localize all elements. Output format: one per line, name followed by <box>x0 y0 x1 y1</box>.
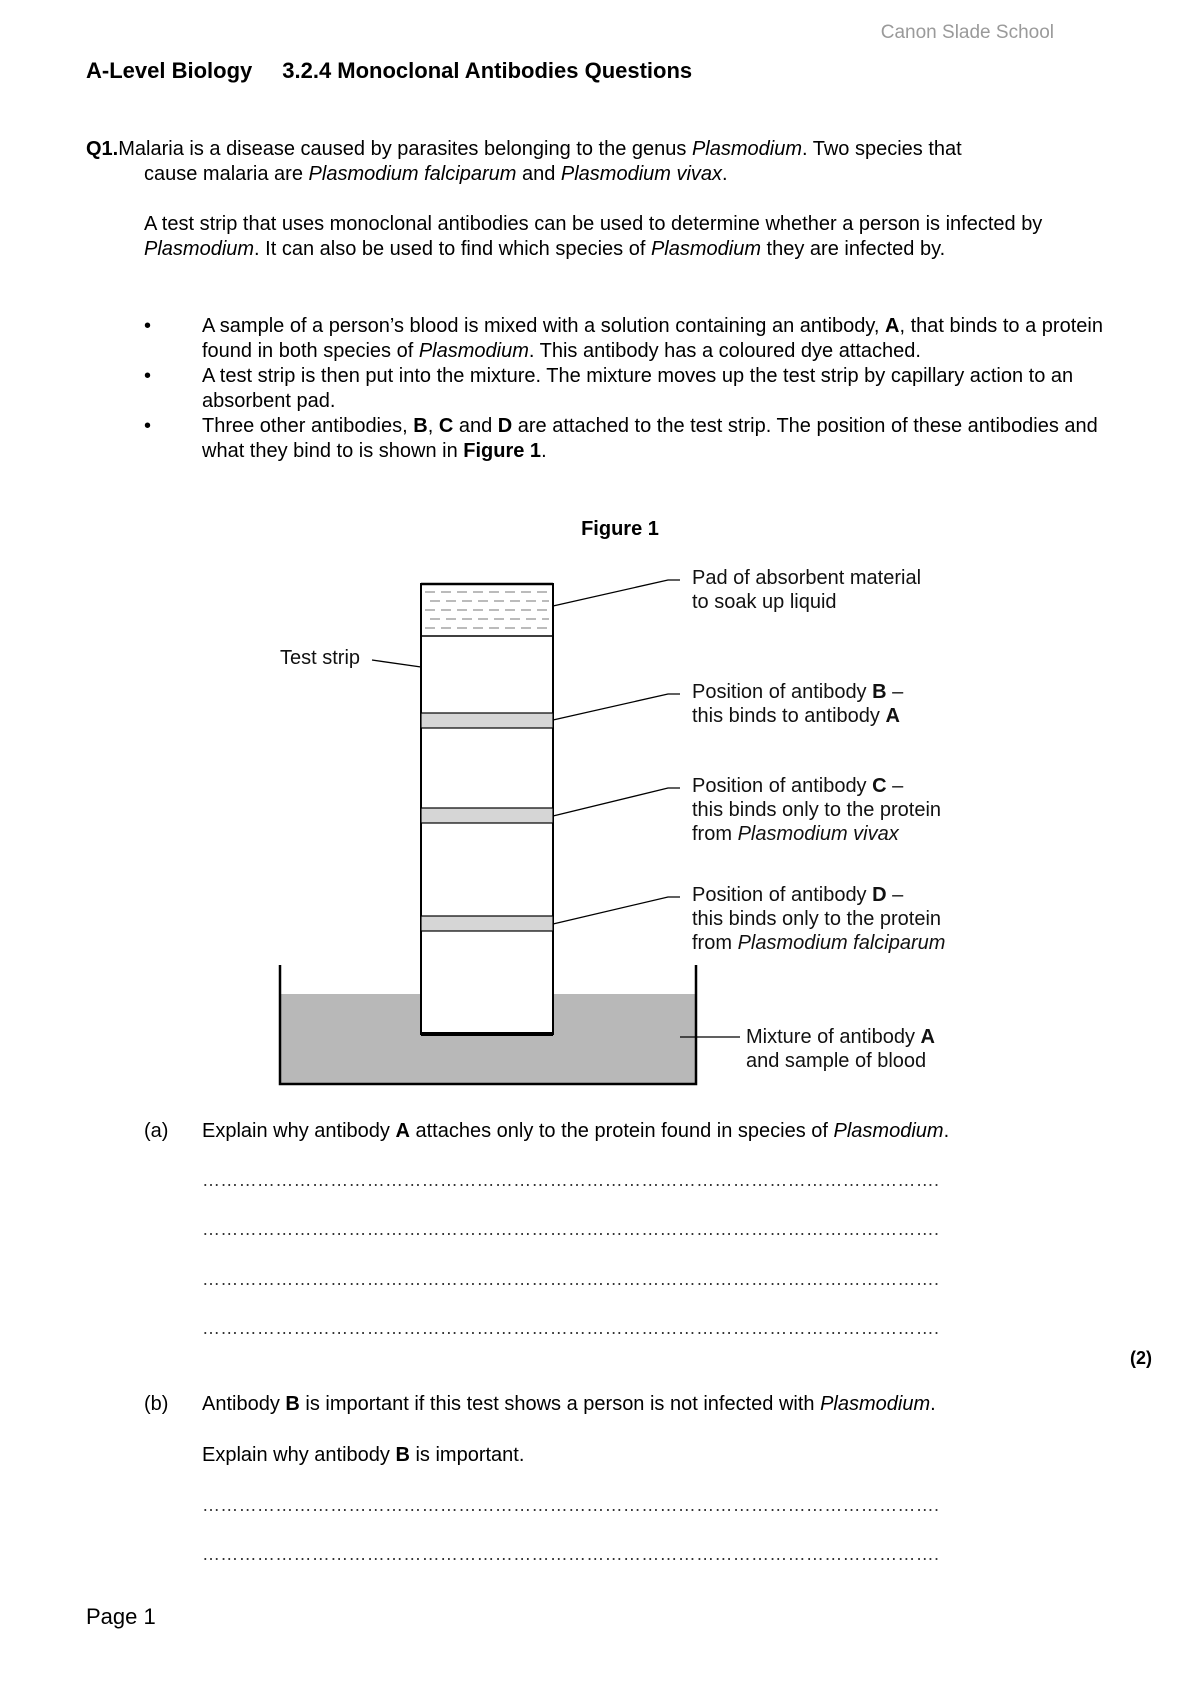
bullet-icon: • <box>144 415 152 437</box>
antibody-c-label: Position of antibody C – <box>692 775 904 797</box>
answer-line[interactable]: …………………………………………………………………………………………………………. <box>202 1318 940 1338</box>
antibody-c-band <box>421 808 553 823</box>
antibody-d-species: from Plasmodium falciparum <box>692 932 946 954</box>
answer-line[interactable]: …………………………………………………………………………………………………………. <box>202 1544 940 1564</box>
topic-title: 3.2.4 Monoclonal Antibodies Questions <box>282 58 693 83</box>
list-item: • Three other antibodies, B, C and D are attached to the test strip. The position of these antibodies and what they bind to is shown in Figure 1. <box>144 415 1098 462</box>
antibody-b-band <box>421 713 553 728</box>
answer-line[interactable]: …………………………………………………………………………………………………………. <box>202 1219 940 1239</box>
bullet-icon: • <box>144 315 152 337</box>
question-number: Q1. <box>86 138 119 160</box>
marks-badge: (2) <box>1130 1348 1152 1368</box>
answer-line[interactable]: …………………………………………………………………………………………………………. <box>202 1269 940 1289</box>
antibody-b-label: Position of antibody B – <box>692 681 904 703</box>
test-strip-paragraph: A test strip that uses monoclonal antibodies can be used to determine whether a person is infected by Plasmodium. It can also be used to find which species of Plasmodium they are infected by. <box>144 213 1043 260</box>
pad-label-line2: to soak up liquid <box>692 591 837 613</box>
mixture-desc: and sample of blood <box>746 1050 927 1072</box>
part-a-question: (a) Explain why antibody A attaches only to the protein found in species of Plasmodium. <box>144 1120 950 1142</box>
test-strip-label: Test strip <box>280 647 361 669</box>
mixture-label: Mixture of antibody A <box>746 1026 935 1048</box>
subject-title: A-Level Biology <box>86 58 253 83</box>
figure-title: Figure 1 <box>581 518 659 540</box>
list-item: • A sample of a person’s blood is mixed with a solution containing an antibody, A, that binds to a protein found in both species of Plasmodium. This antibody has a coloured dye attached. <box>144 315 1103 362</box>
part-b-question: (b) Antibody B is important if this test shows a person is not infected with Plasmodium. <box>144 1393 936 1415</box>
bullet-icon: • <box>144 365 152 387</box>
part-b-label: (b) <box>144 1393 169 1415</box>
question-intro: Q1.Malaria is a disease caused by parasites belonging to the genus Plasmodium. Two species that cause malaria are Plasmodium falciparum and Plasmodium vivax. <box>86 138 962 185</box>
pad-label-line1: Pad of absorbent material <box>692 567 922 589</box>
antibody-d-desc: this binds only to the protein <box>692 908 942 930</box>
antibody-d-band <box>421 916 553 931</box>
part-a-label: (a) <box>144 1120 169 1142</box>
antibody-b-desc: this binds to antibody A <box>692 705 900 727</box>
antibody-c-species: from Plasmodium vivax <box>692 823 899 845</box>
answer-line[interactable]: …………………………………………………………………………………………………………. <box>202 1495 940 1515</box>
school-name: Canon Slade School <box>880 22 1054 43</box>
antibody-c-desc: this binds only to the protein <box>692 799 942 821</box>
list-item: • A test strip is then put into the mixture. The mixture moves up the test strip by capillary action to an absorbent pad. <box>144 365 1074 412</box>
part-b-instruction: Explain why antibody B is important. <box>202 1444 525 1466</box>
answer-line[interactable]: …………………………………………………………………………………………………………. <box>202 1170 940 1190</box>
antibody-d-label: Position of antibody D – <box>692 884 904 906</box>
page-number: Page 1 <box>86 1604 156 1629</box>
